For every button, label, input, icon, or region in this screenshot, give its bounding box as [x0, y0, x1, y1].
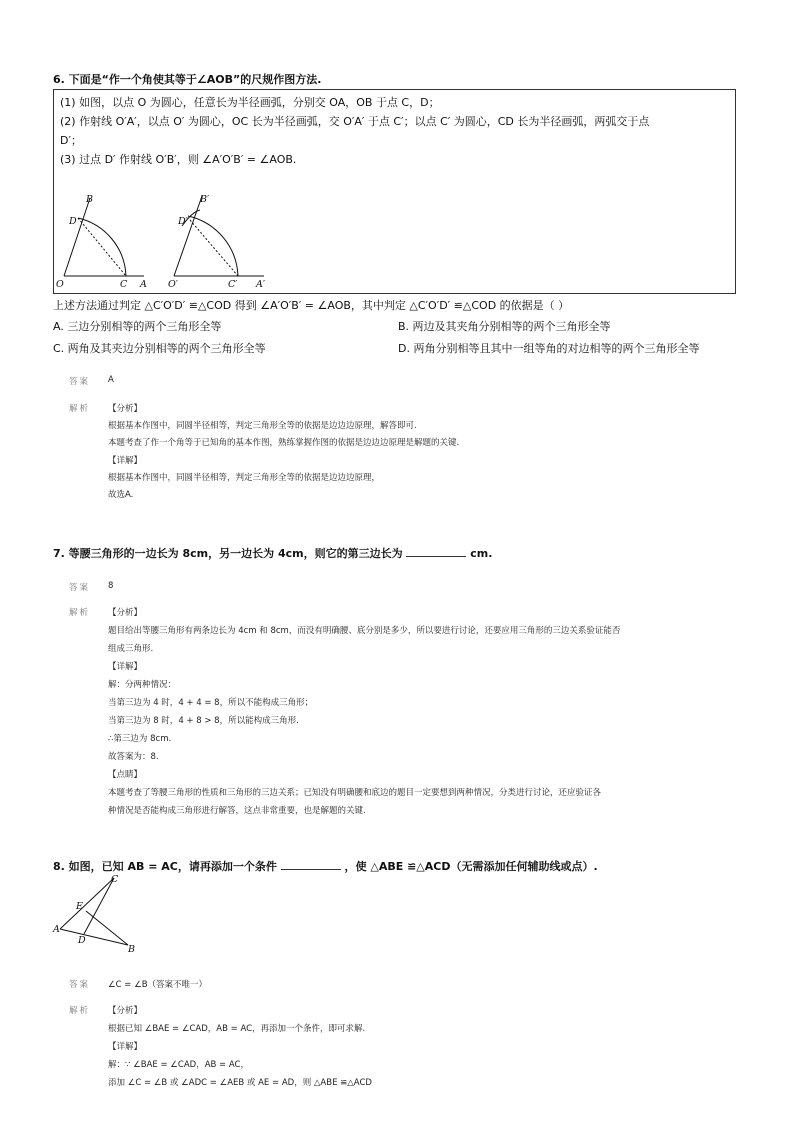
- q7-analysis-1: 【分析】: [108, 608, 143, 618]
- q8-label-d: D: [78, 935, 86, 946]
- angle-aob: [56, 194, 147, 290]
- q8-label-e: E: [76, 901, 83, 912]
- q7-title-post: cm.: [470, 547, 493, 560]
- q6-option-c[interactable]: C. 两角及其夹边分别相等的两个三角形全等: [53, 342, 266, 355]
- label-d: D: [69, 216, 77, 227]
- q7-analysis-8: ∴第三边为 8cm.: [108, 734, 172, 744]
- q6-answer-label: 答案: [69, 377, 91, 387]
- q6-figure: [54, 190, 304, 293]
- label-b: B: [86, 194, 93, 205]
- q7-analysis-11: 本题考查了等腰三角形的性质和三角形的三边关系；已知没有明确腰和底边的题目一定要想到两种情况，分类进行讨论，还应验证各: [108, 788, 602, 798]
- label-c: C: [120, 279, 128, 290]
- q8-analysis-5: 添加 ∠C = ∠B 或 ∠ADC = ∠AEB 或 AE = AD，则 △ABE ≌△ACD: [108, 1078, 372, 1088]
- q6-box: [53, 89, 736, 294]
- q7-analysis-10: 【点睛】: [108, 770, 143, 780]
- q8-label-c: C: [111, 874, 119, 885]
- q8-title-post: ，使 △ABE ≌△ACD（无需添加任何辅助线或点）.: [344, 860, 598, 873]
- label-c-prime: C′: [228, 279, 238, 290]
- q8-analysis-2: 根据已知 ∠BAE = ∠CAD，AB = AC，再添加一个条件，即可求解.: [108, 1024, 366, 1034]
- q6-analysis-4: 【详解】: [108, 456, 143, 466]
- q7-answer: 8: [108, 581, 114, 591]
- q6-analysis-5: 根据基本作图中，同圆半径相等，判定三角形全等的依据是边边边原理，: [108, 473, 381, 483]
- q6-step-1: (1) 如图，以点 O 为圆心，任意长为半径画弧，分别交 OA，OB 于点 C，D；: [60, 96, 440, 109]
- q7-analysis-3: 组成三角形.: [108, 644, 154, 654]
- q6-step-2: (2) 作射线 O′A′，以点 O′ 为圆心，OC 长为半径画弧，交 O′A′ 于点 C′；以点 C′ 为圆心，CD 长为半径画弧，两弧交于点: [60, 115, 650, 128]
- q7-analysis-label: 解析: [69, 608, 91, 618]
- q6-analysis-6: 故选A.: [108, 490, 134, 500]
- q6-option-d[interactable]: D. 两角分别相等且其中一组等角的对边相等的两个三角形全等: [398, 342, 700, 355]
- q8-analysis-4: 解：∵ ∠BAE = ∠CAD，AB = AC，: [108, 1060, 249, 1070]
- label-a: A: [140, 279, 147, 290]
- q7-title: [53, 545, 492, 561]
- q6-question: 上述方法通过判定 △C′O′D′ ≌△COD 得到 ∠A′O′B′ = ∠AOB，其中判定 △C′O′D′ ≌△COD 的依据是（ ）: [53, 299, 570, 312]
- q6-analysis-label: 解析: [69, 404, 91, 414]
- q6-answer: A: [108, 375, 114, 385]
- q7-answer-blank[interactable]: [406, 547, 466, 557]
- q6-step-2-cont: D′；: [60, 134, 82, 147]
- q8-label-a: A: [53, 924, 60, 935]
- q8-answer: ∠C = ∠B（答案不唯一）: [108, 980, 208, 990]
- q8-analysis-1: 【分析】: [108, 1006, 143, 1016]
- q6-analysis-1: 【分析】: [108, 404, 143, 414]
- q8-analysis-3: 【详解】: [108, 1042, 143, 1052]
- q8-title-pre: 8. 如图，已知 AB = AC，请再添加一个条件: [53, 860, 277, 873]
- label-d-prime: D′: [178, 216, 188, 227]
- q6-step-3: (3) 过点 D′ 作射线 O′B′，则 ∠A′O′B′ = ∠AOB.: [60, 153, 297, 166]
- label-o: O: [56, 279, 64, 290]
- q8-answer-blank[interactable]: [281, 860, 341, 870]
- q6-title: 6. 下面是“作一个角使其等于∠AOB”的尺规作图方法.: [53, 73, 322, 86]
- label-a-prime: A′: [256, 279, 266, 290]
- q7-analysis-7: 当第三边为 8 时，4 + 8 > 8，所以能构成三角形.: [108, 716, 299, 726]
- q7-analysis-4: 【详解】: [108, 662, 143, 672]
- q8-label-b: B: [128, 944, 135, 955]
- label-b-prime: B′: [200, 194, 210, 205]
- label-o-prime: O′: [168, 279, 178, 290]
- q6-option-a[interactable]: A. 三边分别相等的两个三角形全等: [53, 320, 222, 333]
- q7-analysis-6: 当第三边为 4 时，4 + 4 = 8，所以不能构成三角形；: [108, 698, 314, 708]
- q7-analysis-5: 解：分两种情况：: [108, 680, 177, 690]
- angle-a2o2b2: [168, 194, 266, 290]
- q8-answer-label: 答案: [69, 980, 91, 990]
- q7-analysis-12: 种情况是否能构成三角形进行解答，这点非常重要，也是解题的关键.: [108, 806, 366, 816]
- q7-analysis-2: 题目给出等腰三角形有两条边长为 4cm 和 8cm，而没有明确腰、底分别是多少，所以要进行讨论，还要应用三角形的三边关系验证能否: [108, 626, 621, 636]
- q8-figure: [50, 872, 145, 957]
- q7-answer-label: 答案: [69, 583, 91, 593]
- q8-analysis-label: 解析: [69, 1006, 91, 1016]
- q7-analysis-9: 故答案为：8.: [108, 752, 159, 762]
- q6-analysis-3: 本题考查了作一个角等于已知角的基本作图，熟练掌握作图的依据是边边边原理是解题的关键.: [108, 438, 460, 448]
- q7-title-pre: 7. 等腰三角形的一边长为 8cm，另一边长为 4cm，则它的第三边长为: [53, 547, 403, 560]
- q6-option-b[interactable]: B. 两边及其夹角分别相等的两个三角形全等: [398, 320, 611, 333]
- q6-analysis-2: 根据基本作图中，同圆半径相等，判定三角形全等的依据是边边边原理，解答即可.: [108, 421, 417, 431]
